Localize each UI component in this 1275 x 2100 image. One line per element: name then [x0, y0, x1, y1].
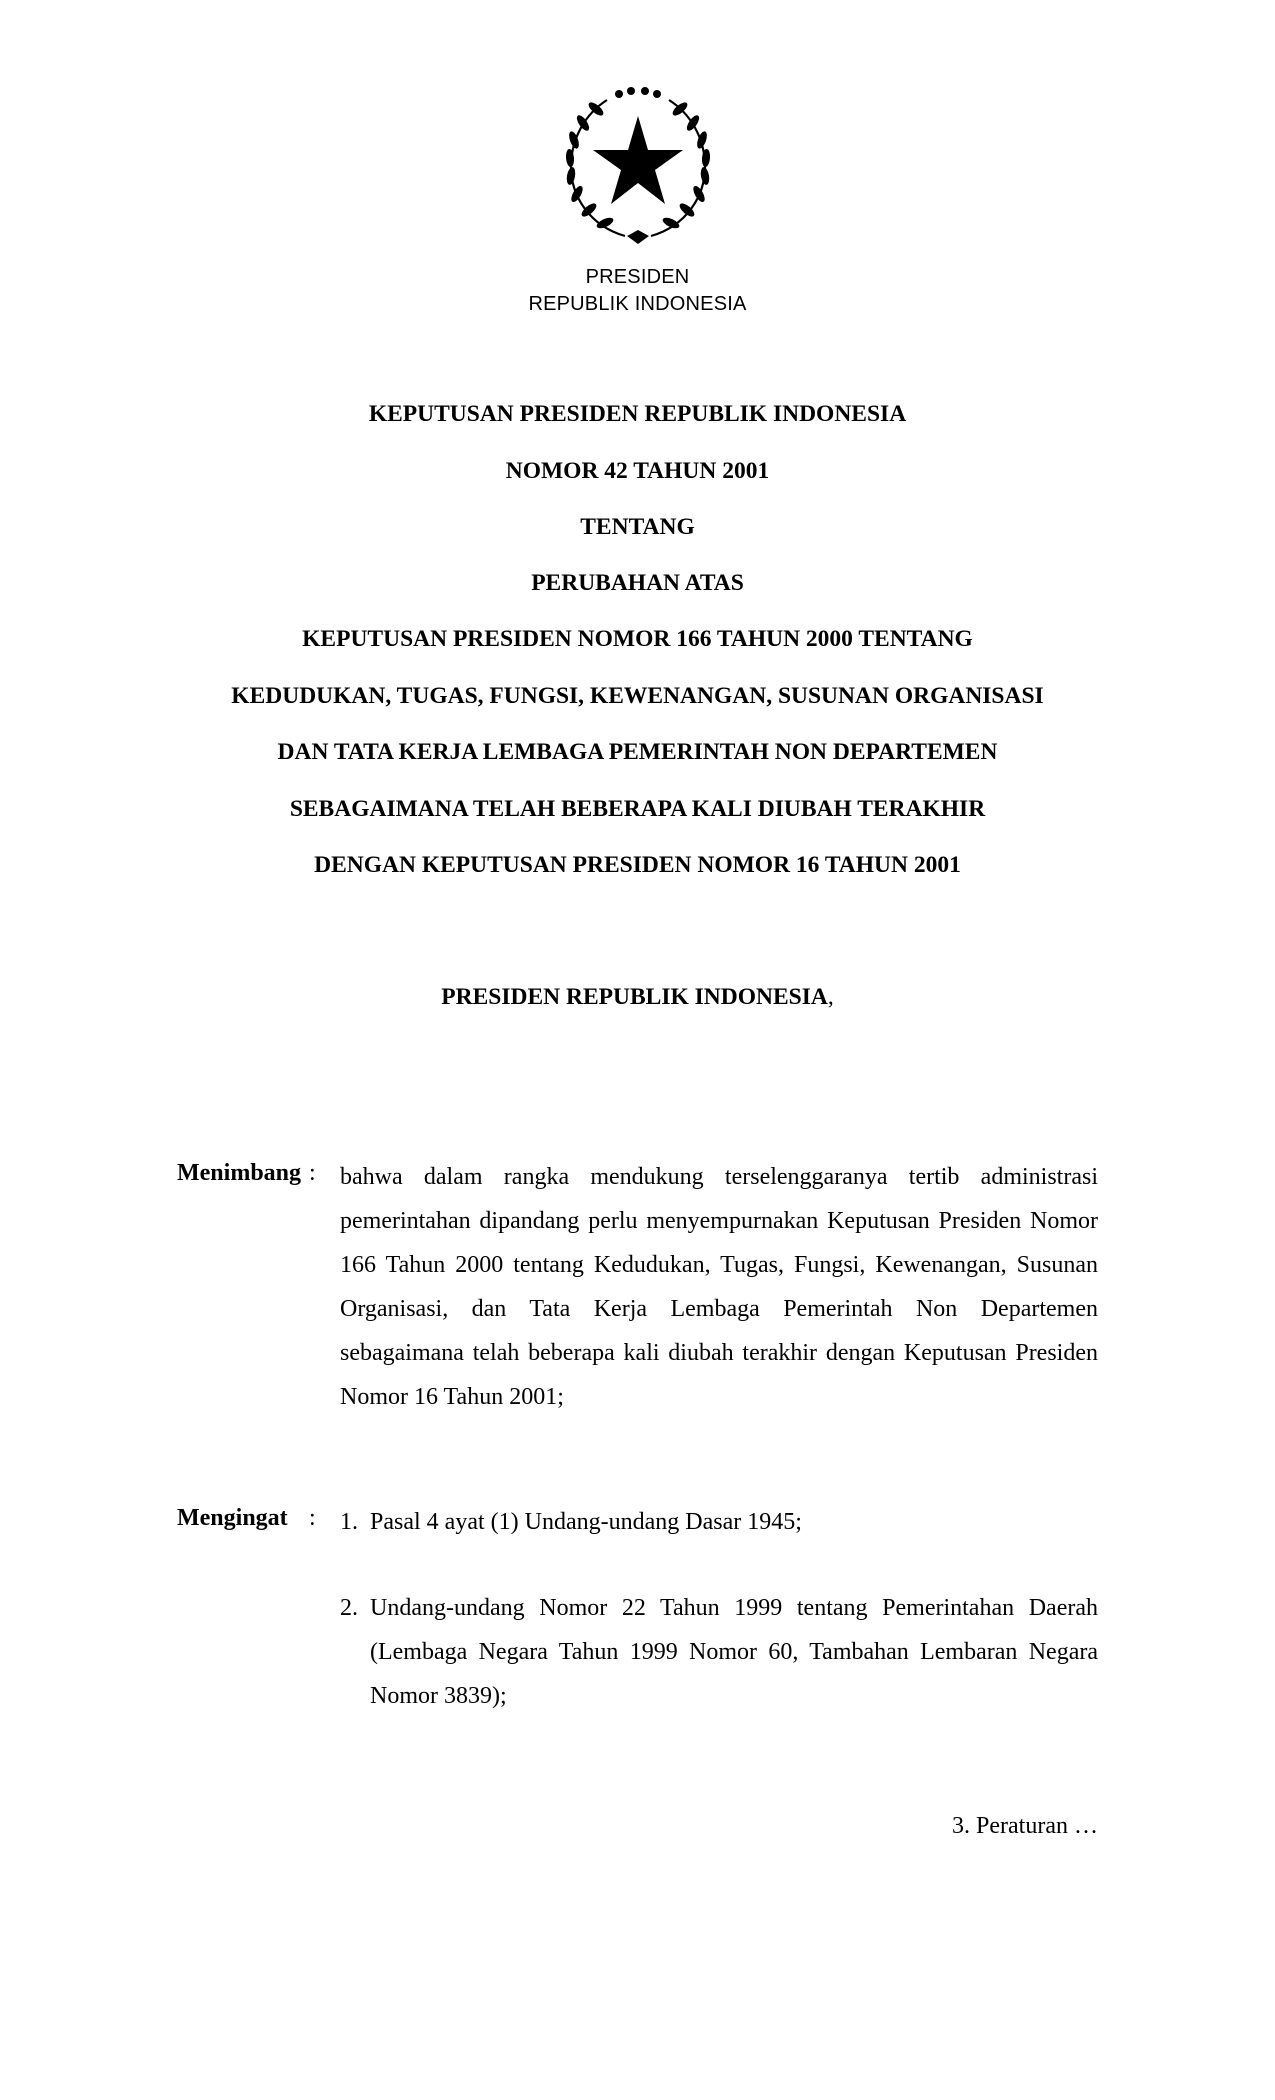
menimbang-colon: : [309, 1160, 316, 1186]
list-item-text: Pasal 4 ayat (1) Undang-undang Dasar 1945; [370, 1509, 802, 1535]
letterhead-line-republic: REPUBLIK INDONESIA [528, 293, 747, 315]
emblem-star [593, 116, 683, 204]
list-item-text: Undang-undang Nomor 22 Tahun 1999 tentang Pemerintahan Daerah (Lembaga Negara Tahun 1999 Nomor 60, Tambahan Lembaran Negara Nomor 3839); [370, 1595, 1098, 1709]
letterhead-line-president: PRESIDEN [585, 266, 690, 288]
decree-subject-line-3: KEDUDUKAN, TUGAS, FUNGSI, KEWENANGAN, SUSUNAN ORGANISASI [231, 683, 1044, 709]
mengingat-label: Mengingat [177, 1505, 288, 1531]
decree-subject-line-4: DAN TATA KERJA LEMBAGA PEMERINTAH NON DEPARTEMEN [277, 739, 998, 765]
presidential-emblem [555, 86, 721, 252]
president-heading-comma: , [827, 984, 834, 1010]
decree-subject-line-5: SEBAGAIMANA TELAH BEBERAPA KALI DIUBAH TERAKHIR [289, 796, 986, 822]
decree-subject-line-2: KEPUTUSAN PRESIDEN NOMOR 166 TAHUN 2000 TENTANG [302, 626, 973, 652]
mengingat-colon: : [309, 1505, 316, 1531]
list-item-number: 1. [340, 1509, 358, 1535]
decree-tentang: TENTANG [580, 514, 695, 540]
page-continuation-marker: 3. Peraturan … [952, 1813, 1098, 1839]
list-item-number: 2. [340, 1595, 358, 1621]
menimbang-label: Menimbang [177, 1160, 302, 1186]
president-heading [0, 984, 1275, 1011]
star-wreath-emblem-icon [555, 86, 721, 252]
decree-title: KEPUTUSAN PRESIDEN REPUBLIK INDONESIA [368, 401, 907, 427]
decree-subject-line-1: PERUBAHAN ATAS [531, 570, 744, 596]
decree-subject-line-6: DENGAN KEPUTUSAN PRESIDEN NOMOR 16 TAHUN 2001 [314, 852, 961, 878]
menimbang-text: bahwa dalam rangka mendukung terselenggaranya tertib administrasi pemerintahan dipandang perlu menyempurnakan Keputusan Presiden Nomor 166 Tahun 2000 tentang Kedudukan, Tugas, Fungsi, Kewenangan, Susunan Organisasi, dan Tata Kerja Lembaga Pemerintah Non Departemen sebagaimana telah beberapa kali diubah terakhir dengan Keputusan Presiden Nomor 16 Tahun 2001; [340, 1164, 1098, 1410]
decree-number: NOMOR 42 TAHUN 2001 [505, 458, 770, 484]
president-heading-text: PRESIDEN REPUBLIK INDONESIA [441, 984, 828, 1010]
